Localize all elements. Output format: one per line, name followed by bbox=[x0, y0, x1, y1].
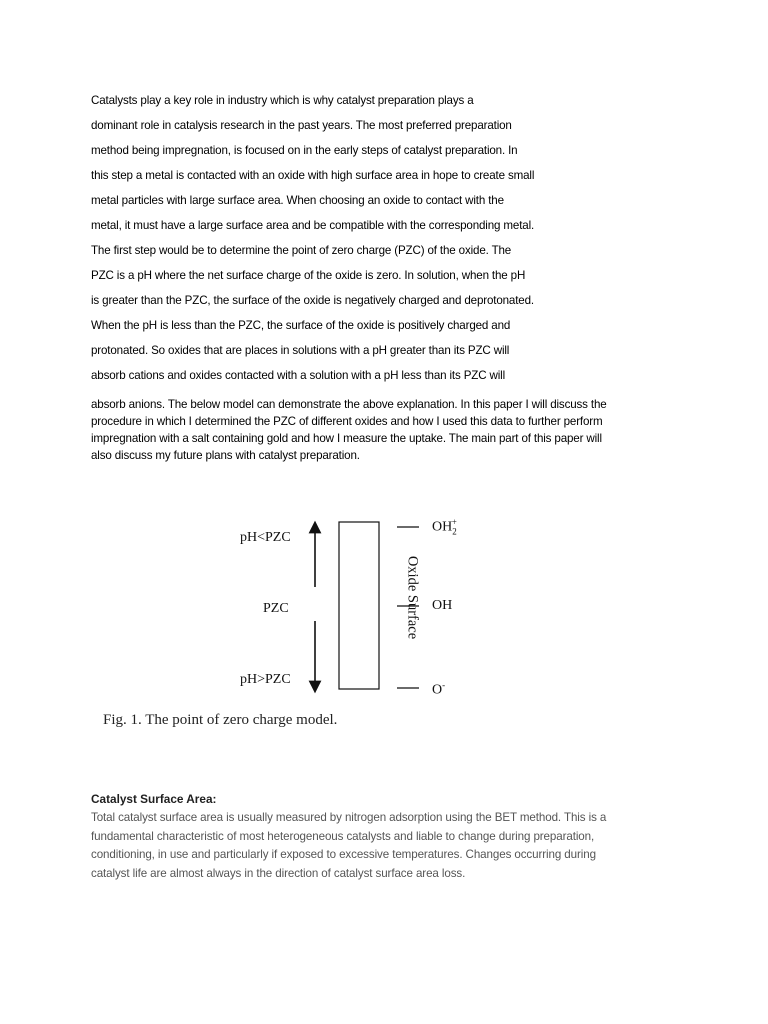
paragraph-line: fundamental characteristic of most heterogeneous catalysts and liable to change during preparation, bbox=[91, 829, 595, 843]
paragraph-line: also discuss my future plans with catalyst preparation. bbox=[91, 449, 360, 462]
paragraph-line: Total catalyst surface area is usually measured by nitrogen adsorption using the BET method. This is a bbox=[91, 811, 607, 824]
intro-line: is greater than the PZC, the surface of the oxide is negatively charged and deprotonated. bbox=[91, 294, 534, 307]
paragraph-line: conditioning, in use and particularly if exposed to excessive temperatures. Changes occurring during bbox=[91, 848, 596, 861]
oxide-surface-box bbox=[339, 522, 379, 689]
label-ph-above-pzc: pH>PZC bbox=[240, 672, 291, 687]
paragraph-line: absorb anions. The below model can demonstrate the above explanation. In this paper I will discuss the bbox=[91, 398, 607, 411]
intro-line: metal, it must have a large surface area and be compatible with the corresponding metal. bbox=[91, 219, 535, 232]
intro-line: method being impregnation, is focused on in the early steps of catalyst preparation. In bbox=[91, 144, 518, 157]
intro-line: dominant role in catalysis research in the past years. The most preferred preparation bbox=[91, 119, 512, 132]
intro-line: The first step would be to determine the point of zero charge (PZC) of the oxide. The bbox=[91, 244, 512, 257]
surface-area-paragraph bbox=[91, 809, 691, 883]
intro-line: protonated. So oxides that are places in solutions with a pH greater than its PZC will bbox=[91, 344, 510, 357]
paragraph-line: procedure in which I determined the PZC of different oxides and how I used this data to further perform bbox=[91, 415, 603, 428]
section-heading: Catalyst Surface Area: bbox=[91, 792, 217, 806]
intro-line: PZC is a pH where the net surface charge of the oxide is zero. In solution, when the pH bbox=[91, 269, 526, 282]
intro-line: absorb cations and oxides contacted with a solution with a pH less than its PZC will bbox=[91, 369, 506, 382]
intro-line: Catalysts play a key role in industry which is why catalyst preparation plays a bbox=[91, 94, 474, 107]
species-oh: OH bbox=[432, 598, 453, 613]
label-ph-below-pzc: pH<PZC bbox=[240, 530, 291, 545]
intro-line: metal particles with large surface area. When choosing an oxide to contact with the bbox=[91, 194, 504, 207]
purpose-paragraph bbox=[91, 396, 691, 464]
intro-line: When the pH is less than the PZC, the surface of the oxide is positively charged and bbox=[91, 319, 511, 332]
paragraph-line: catalyst life are almost always in the direction of catalyst surface area loss. bbox=[91, 866, 466, 880]
species-oh2-plus: $OH_2^+$ bbox=[432, 517, 457, 537]
figure-caption: Fig. 1. The point of zero charge model. bbox=[103, 712, 338, 728]
paragraph-line: impregnation with a salt containing gold and how I measure the uptake. The main part of this paper will bbox=[91, 432, 602, 445]
oxide-surface-label: Oxide Surface bbox=[404, 555, 421, 640]
intro-line: this step a metal is contacted with an oxide with high surface area in hope to create small bbox=[91, 169, 535, 182]
label-pzc: PZC bbox=[263, 601, 289, 616]
species-o-minus: O- bbox=[432, 680, 446, 698]
pzc-model-figure bbox=[95, 505, 515, 745]
